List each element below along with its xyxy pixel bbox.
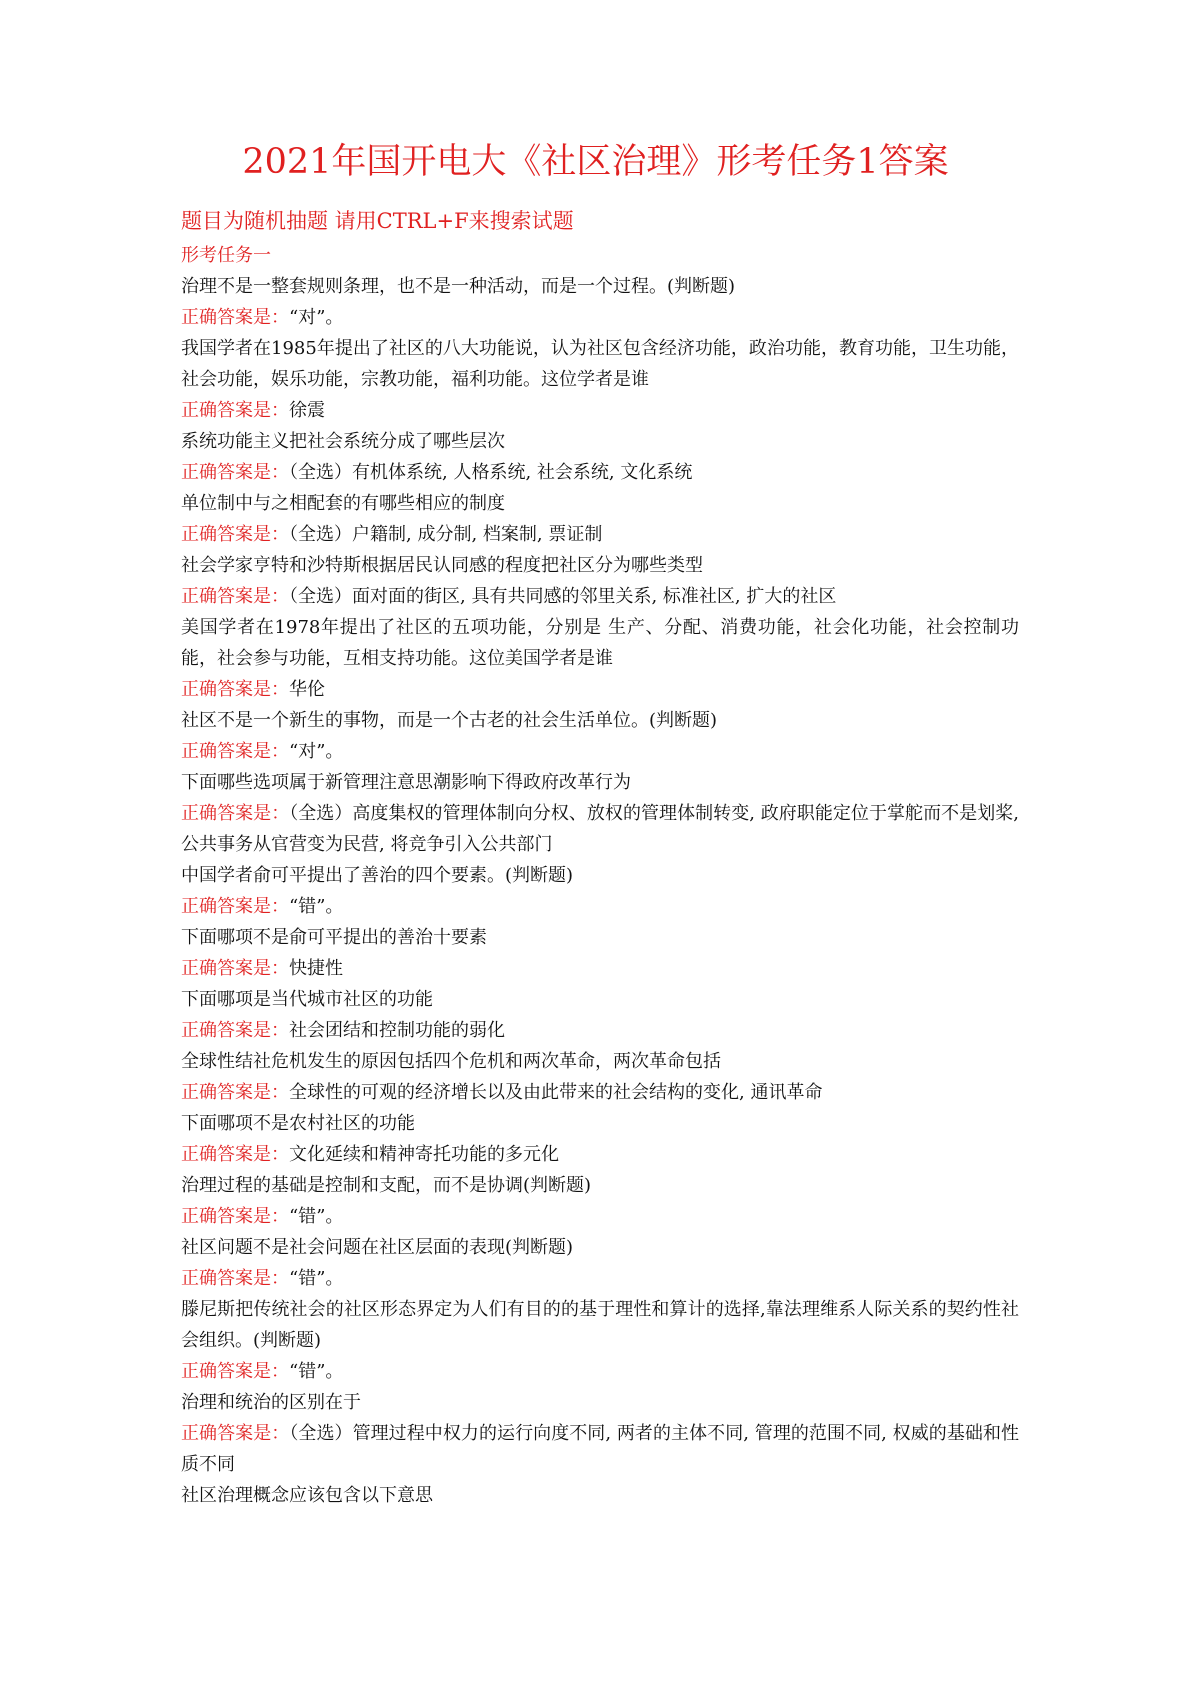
question-text: 滕尼斯把传统社会的社区形态界定为人们有目的的基于理性和算计的选择,靠法理维系人际关系的契约性社会组织。(判断题) [181, 1299, 1019, 1351]
answer-label: 正确答案是： [181, 679, 289, 700]
answer-line [181, 1077, 1019, 1108]
question-text: 社区治理概念应该包含以下意思 [181, 1485, 433, 1506]
answer-line [181, 581, 1019, 612]
answer-value: “对”。 [289, 741, 344, 762]
answer-value: 全球性的可观的经济增长以及由此带来的社会结构的变化, 通讯革命 [289, 1082, 823, 1103]
answer-value: （全选）管理过程中权力的运行向度不同, 两者的主体不同, 管理的范围不同, 权威的基础和性质不同 [181, 1423, 1020, 1475]
answer-line [181, 891, 1019, 922]
answer-line [181, 302, 1019, 333]
answer-value: （全选）高度集权的管理体制向分权、放权的管理体制转变, 政府职能定位于掌舵而不是划桨, 公共事务从官营变为民营, 将竞争引入公共部门 [181, 803, 1019, 855]
answer-value: （全选）户籍制, 成分制, 档案制, 票证制 [289, 524, 603, 545]
question-text: 我国学者在1985年提出了社区的八大功能说，认为社区包含经济功能，政治功能，教育功能，卫生功能，社会功能，娱乐功能，宗教功能，福利功能。这位学者是谁 [181, 338, 1019, 390]
answer-value: 快捷性 [289, 958, 343, 979]
answer-line [181, 736, 1019, 767]
answer-label: 正确答案是： [181, 1020, 289, 1041]
question-text: 下面哪些选项属于新管理注意思潮影响下得政府改革行为 [181, 772, 631, 793]
answer-line [181, 798, 1019, 860]
answer-line [181, 1139, 1019, 1170]
question-text: 下面哪项不是俞可平提出的善治十要素 [181, 927, 487, 948]
answer-label: 正确答案是： [181, 1361, 289, 1382]
answer-line [181, 1015, 1019, 1046]
question-text: 社会学家亨特和沙特斯根据居民认同感的程度把社区分为哪些类型 [181, 555, 703, 576]
document-subtitle: 题目为随机抽题 请用CTRL+F来搜索试题 [181, 209, 574, 233]
answer-value: “错”。 [289, 1361, 344, 1382]
answer-label: 正确答案是： [181, 1206, 289, 1227]
answer-line [181, 1418, 1019, 1480]
question-text: 治理不是一整套规则条理，也不是一种活动，而是一个过程。(判断题) [181, 276, 736, 297]
answer-value: 华伦 [289, 679, 325, 700]
answer-line [181, 1201, 1019, 1232]
answer-label: 正确答案是： [181, 1268, 289, 1289]
answer-label: 正确答案是： [181, 896, 289, 917]
question-text: 系统功能主义把社会系统分成了哪些层次 [181, 431, 505, 452]
answer-value: “错”。 [289, 1206, 344, 1227]
answer-line [181, 1263, 1019, 1294]
question-text: 单位制中与之相配套的有哪些相应的制度 [181, 493, 505, 514]
answer-value: “错”。 [289, 896, 344, 917]
answer-line [181, 519, 1019, 550]
answer-line [181, 457, 1019, 488]
question-text: 中国学者俞可平提出了善治的四个要素。(判断题) [181, 865, 574, 886]
answer-value: 社会团结和控制功能的弱化 [289, 1020, 505, 1041]
answer-label: 正确答案是： [181, 400, 289, 421]
answer-value: “对”。 [289, 307, 344, 328]
answer-label: 正确答案是： [181, 1144, 289, 1165]
document-content [181, 240, 1019, 1511]
answer-line [181, 953, 1019, 984]
answer-label: 正确答案是： [181, 803, 290, 824]
answer-line [181, 1356, 1019, 1387]
question-text: 治理过程的基础是控制和支配，而不是协调(判断题) [181, 1175, 592, 1196]
answer-line [181, 395, 1019, 426]
answer-value: “错”。 [289, 1268, 344, 1289]
answer-label: 正确答案是： [181, 1082, 289, 1103]
question-text: 治理和统治的区别在于 [181, 1392, 361, 1413]
answer-value: （全选）面对面的街区, 具有共同感的邻里关系, 标准社区, 扩大的社区 [289, 586, 837, 607]
answer-value: （全选）有机体系统, 人格系统, 社会系统, 文化系统 [289, 462, 693, 483]
answer-label: 正确答案是： [181, 1423, 290, 1444]
section-heading: 形考任务一 [181, 245, 271, 266]
question-text: 下面哪项不是农村社区的功能 [181, 1113, 415, 1134]
question-text: 社区不是一个新生的事物，而是一个古老的社会生活单位。(判断题) [181, 710, 718, 731]
answer-line [181, 674, 1019, 705]
answer-label: 正确答案是： [181, 307, 289, 328]
answer-value: 文化延续和精神寄托功能的多元化 [289, 1144, 559, 1165]
answer-label: 正确答案是： [181, 524, 289, 545]
answer-value: 徐震 [289, 400, 325, 421]
question-text: 社区问题不是社会问题在社区层面的表现(判断题) [181, 1237, 574, 1258]
answer-label: 正确答案是： [181, 462, 289, 483]
question-text: 美国学者在1978年提出了社区的五项功能，分别是 生产、分配、消费功能，社会化功能，社会控制功能，社会参与功能，互相支持功能。这位美国学者是谁 [181, 617, 1019, 669]
qa-list [181, 271, 1019, 1511]
document-title: 2021年国开电大《社区治理》形考任务1答案 [242, 142, 949, 182]
question-text: 全球性结社危机发生的原因包括四个危机和两次革命，两次革命包括 [181, 1051, 721, 1072]
question-text: 下面哪项是当代城市社区的功能 [181, 989, 433, 1010]
answer-label: 正确答案是： [181, 586, 289, 607]
answer-label: 正确答案是： [181, 741, 289, 762]
answer-label: 正确答案是： [181, 958, 289, 979]
